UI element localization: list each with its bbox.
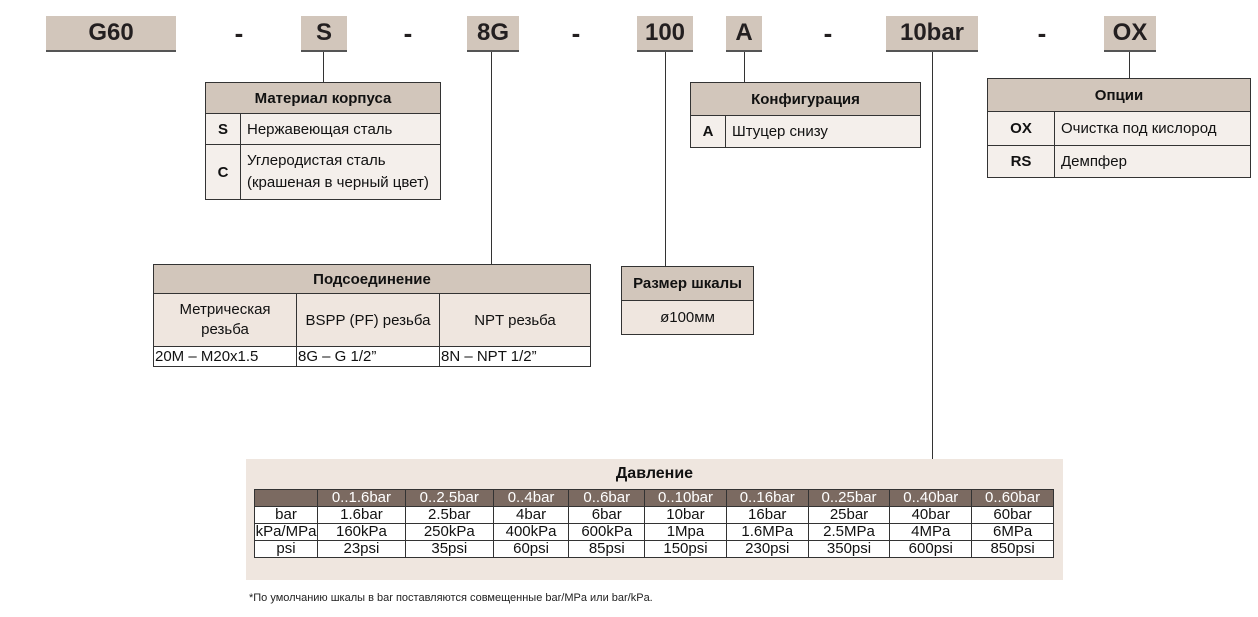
pressure-cell: 1.6MPa — [726, 524, 808, 541]
scale-table — [621, 266, 754, 335]
pressure-cell: 60bar — [972, 507, 1054, 524]
connection-value: 8N – NPT 1/2” — [440, 347, 591, 367]
connector-config — [744, 52, 745, 82]
material-label: Углеродистая сталь (крашеная в черный цвет) — [241, 145, 441, 200]
pressure-cell: 10bar — [645, 507, 727, 524]
pressure-cell: 85psi — [569, 541, 645, 558]
pressure-cell: 400kPa — [493, 524, 569, 541]
pressure-row — [255, 541, 1054, 558]
connector-material — [323, 52, 324, 82]
pressure-cell: 6bar — [569, 507, 645, 524]
code-part-material: S — [301, 16, 347, 52]
pressure-col: 0..25bar — [808, 490, 890, 507]
options-label: Очистка под кислород — [1055, 112, 1251, 146]
config-table — [690, 82, 921, 148]
code-separator: - — [1037, 17, 1047, 48]
pressure-cell: 250kPa — [405, 524, 493, 541]
pressure-cell: 850psi — [972, 541, 1054, 558]
scale-title: Размер шкалы — [622, 267, 754, 301]
pressure-col: 0..60bar — [972, 490, 1054, 507]
code-part-config: A — [726, 16, 762, 52]
connection-header: Метрическая резьба — [154, 294, 297, 347]
pressure-cell: 2.5MPa — [808, 524, 890, 541]
pressure-cell: 16bar — [726, 507, 808, 524]
pressure-table — [254, 489, 1054, 558]
options-table — [987, 78, 1251, 178]
pressure-cell: 40bar — [890, 507, 972, 524]
code-separator: - — [403, 17, 413, 48]
pressure-unit: bar — [255, 507, 318, 524]
pressure-cell: 600kPa — [569, 524, 645, 541]
material-label: Нержавеющая сталь — [241, 114, 441, 145]
connection-value: 8G – G 1/2” — [297, 347, 440, 367]
pressure-panel — [246, 459, 1063, 580]
options-key: OX — [988, 112, 1055, 146]
pressure-row — [255, 524, 1054, 541]
pressure-cell: 6MPa — [972, 524, 1054, 541]
pressure-cell: 600psi — [890, 541, 972, 558]
code-part-model: G60 — [46, 16, 176, 52]
pressure-cell: 4bar — [493, 507, 569, 524]
pressure-col: 0..16bar — [726, 490, 808, 507]
options-title: Опции — [988, 79, 1251, 112]
pressure-col: 0..40bar — [890, 490, 972, 507]
pressure-cell: 350psi — [808, 541, 890, 558]
config-label: Штуцер снизу — [726, 116, 921, 148]
pressure-col: 0..10bar — [645, 490, 727, 507]
connector-scale — [665, 52, 666, 266]
connection-value: 20M – M20x1.5 — [154, 347, 297, 367]
material-title: Материал корпуса — [206, 83, 441, 114]
code-part-pressure: 10bar — [886, 16, 978, 52]
pressure-cell: 23psi — [318, 541, 406, 558]
pressure-corner — [255, 490, 318, 507]
pressure-header-row — [255, 490, 1054, 507]
pressure-cell: 150psi — [645, 541, 727, 558]
material-key: C — [206, 145, 241, 200]
pressure-cell: 35psi — [405, 541, 493, 558]
pressure-col: 0..6bar — [569, 490, 645, 507]
connector-options — [1129, 52, 1130, 78]
code-separator: - — [823, 17, 833, 48]
code-part-options: OX — [1104, 16, 1156, 52]
code-separator: - — [234, 17, 244, 48]
code-separator: - — [571, 17, 581, 48]
pressure-cell: 4MPa — [890, 524, 972, 541]
pressure-col: 0..1.6bar — [318, 490, 406, 507]
pressure-unit: psi — [255, 541, 318, 558]
pressure-cell: 230psi — [726, 541, 808, 558]
config-key: A — [691, 116, 726, 148]
connection-table — [153, 264, 591, 367]
pressure-cell: 160kPa — [318, 524, 406, 541]
pressure-title: Давление — [615, 465, 694, 482]
scale-value: ø100мм — [622, 301, 754, 335]
pressure-cell: 25bar — [808, 507, 890, 524]
pressure-unit: kPa/MPa — [255, 523, 317, 540]
footnote: *По умолчанию шкалы в bar поставляются совмещенные bar/MPa или bar/kPa. — [249, 592, 653, 604]
pressure-col: 0..4bar — [493, 490, 569, 507]
pressure-cell: 2.5bar — [405, 507, 493, 524]
options-label: Демпфер — [1055, 146, 1251, 178]
pressure-cell: 1Mpa — [645, 524, 727, 541]
pressure-cell: 1.6bar — [318, 507, 406, 524]
code-part-scale: 100 — [637, 16, 693, 52]
config-title: Конфигурация — [691, 83, 921, 116]
code-part-connection: 8G — [467, 16, 519, 52]
connection-title: Подсоединение — [154, 265, 591, 294]
connector-pressure — [932, 52, 933, 459]
connection-header: NPT резьба — [440, 294, 591, 347]
connection-header: BSPP (PF) резьба — [297, 294, 440, 347]
pressure-col: 0..2.5bar — [405, 490, 493, 507]
material-key: S — [206, 114, 241, 145]
pressure-cell: 60psi — [493, 541, 569, 558]
connector-connection — [491, 52, 492, 264]
options-key: RS — [988, 146, 1055, 178]
pressure-row — [255, 507, 1054, 524]
material-table — [205, 82, 441, 200]
